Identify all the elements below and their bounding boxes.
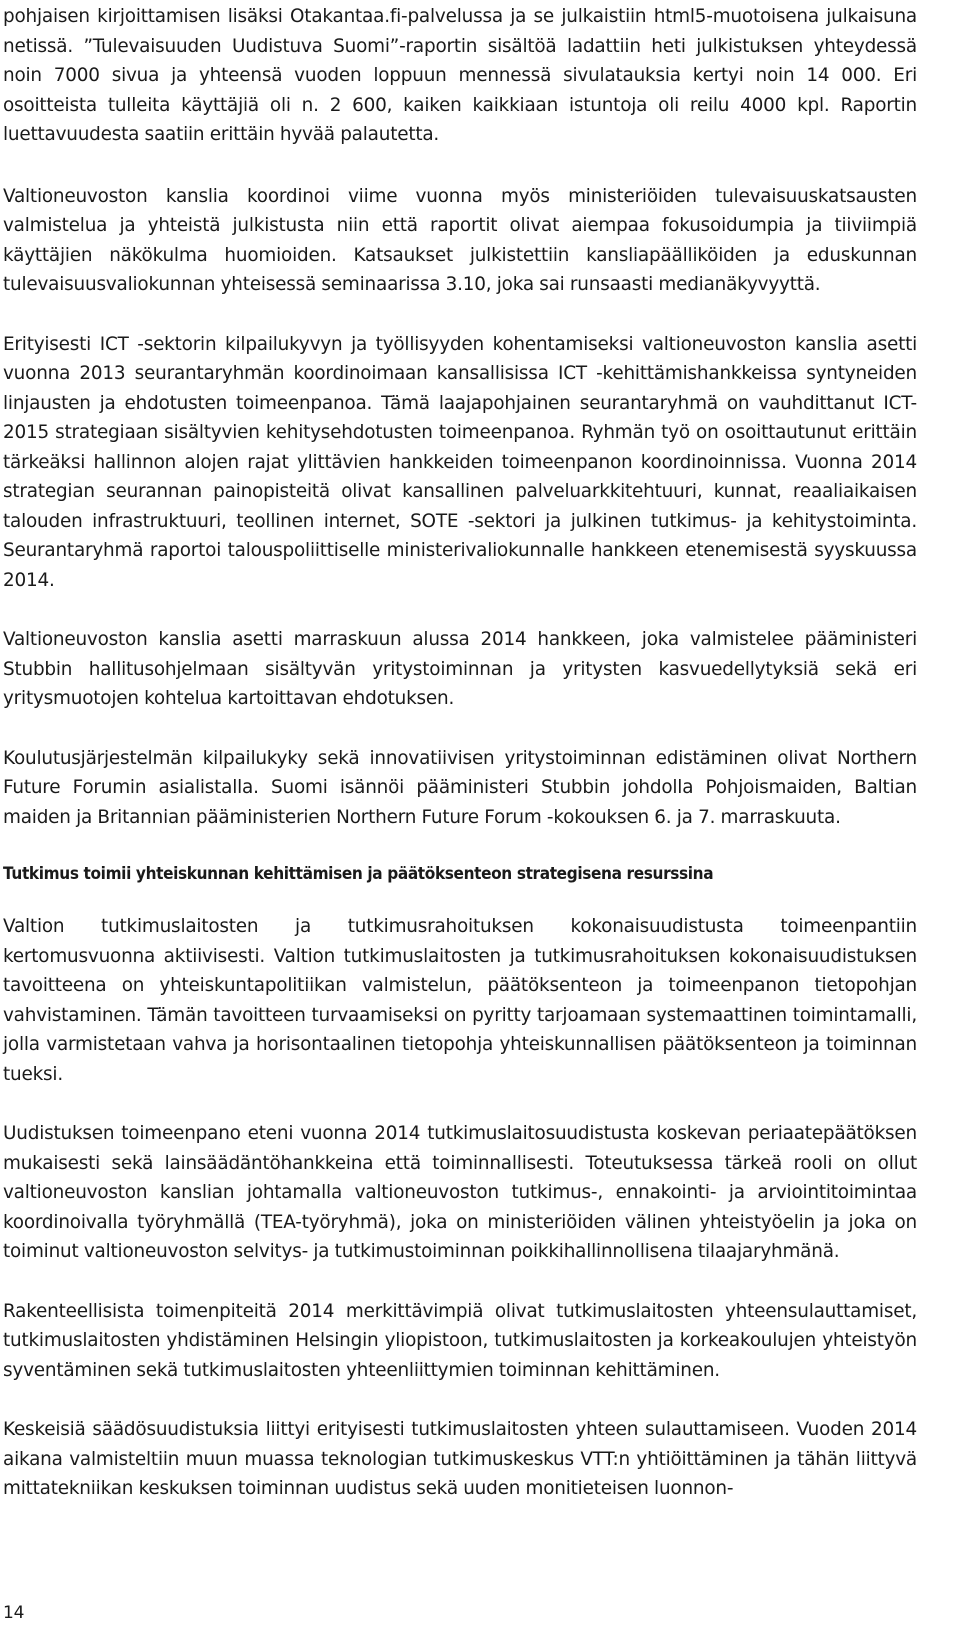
paragraph-reform-implementation: Uudistuksen toimeenpano eteni vuonna 2014 tutkimuslaitosuudistusta koskevan periaatepäätöksen mukaisesti sekä lainsäädäntöhankkeina että toiminnallisesti. Toteutuksessa tärkeä rooli on ollut valtioneuvoston kanslian johtamalla valtioneuvoston tutkimus-, ennakointi- ja arviointitoimintaa koordinoivalla työryhmällä (TEA-työryhmä), joka on ministeriöiden välinen yhteistyöelin ja joka on toiminut valtioneuvoston selvitys- ja tutkimustoiminnan poikkihallinnollisena tilaajaryhmänä. (3, 1123, 917, 1262)
paragraph-business-project: Valtioneuvoston kanslia asetti marraskuun alussa 2014 hankkeen, joka valmistelee pääministeri Stubbin hallitusohjelmaan sisältyvän yritystoiminnan ja yritysten kasvuedellytyksiä sekä eri yritysmuotojen kohtelua kartoittavan ehdotuksen. (3, 629, 917, 709)
paragraph-ministry-reviews: Valtioneuvoston kanslia koordinoi viime vuonna myös ministeriöiden tulevaisuuskatsausten valmistelua ja yhteistä julkistusta niin että raportit olivat aiempaa fokusoidumpia ja tiiviimpiä käyttäjien näkökulma huomioiden. Katsaukset julkistettiin kansliapäälliköiden ja eduskunnan tulevaisuusvaliokunnan yhteisessä seminaarissa 3.10, joka sai runsaasti medianäkyvyyttä. (3, 185, 917, 295)
paragraph-research-reform: Valtion tutkimuslaitosten ja tutkimusrahoituksen kokonaisuudistusta toimeenpantiin kertomusvuonna aktiivisesti. Valtion tutkimuslaitosten ja tutkimusrahoituksen kokonaisuudistuksen tavoitteena on yhteiskuntapolitiikan valmistelun, päätöksenteon ja toimeenpanon tietopohjan vahvistaminen. Tämän tavoitteen turvaamiseksi on pyritty tarjoamaan systemaattinen toimintamalli, jolla varmistetaan vahva ja horisontaalinen tietopohja yhteiskunnallisen päätöksenteon ja toiminnan tueksi. (3, 916, 917, 1085)
paragraph-structural-measures: Rakenteellisista toimenpiteitä 2014 merkittävimpiä olivat tutkimuslaitosten yhteensulauttamiset, tutkimuslaitosten yhdistäminen Helsingin yliopistoon, tutkimuslaitosten ja korkeakoulujen yhteistyön syventäminen sekä tutkimuslaitosten yhteenliittymien toiminnan kehittäminen. (3, 1300, 917, 1381)
page-number: 14 (3, 1603, 25, 1623)
paragraph-ict-monitoring: Erityisesti ICT -sektorin kilpailukyvyn ja työllisyyden kohentamiseksi valtioneuvoston kanslia asetti vuonna 2013 seurantaryhmän koordinoimaan kansallisissa ICT -kehittämishankkeissa syntyneiden linjausten ja ehdotusten toimeenpanoa. Tämä laajapohjainen seurantaryhmä on vauhdittanut ICT-2015 strategiaan sisältyvien kehitysehdotusten toimeenpanoa. Ryhmän työ on osoittautunut erittäin tärkeäksi hallinnon alojen rajat ylittävien hankkeiden toimeenpanon koordinoinnissa. Vuonna 2014 strategian seurannan painopisteitä olivat kansallinen palveluarkkitehtuuri, kunnat, reaaliaikaisen talouden infrastruktuuri, teollinen internet, SOTE -sektori ja julkinen tutkimus- ja kehitystoiminta. Seurantaryhmä raportoi talouspoliittiselle ministerivaliokunnalle hankkeen etenemisestä syyskuussa 2014. (3, 333, 917, 591)
paragraph-report-downloads: pohjaisen kirjoittamisen lisäksi Otakantaa.fi-palvelussa ja se julkaistiin html5-muotoisena julkaisuna netissä. ”Tulevaisuuden Uudistuva Suomi”-raportin sisältöä ladattiin heti julkistuksen yhteydessä noin 7000 sivua ja yhteensä vuoden loppuun mennessä sivulatauksia kertyi noin 14 000. Eri osoitteista tulleita käyttäjiä oli n. 2 600, kaiken kaikkiaan istuntoja oli reilu 4000 kpl. Raportin luettavuudesta saatiin erittäin hyvää palautetta. (3, 6, 917, 145)
section-heading: Tutkimus toimii yhteiskunnan kehittämisen ja päätöksenteon strategisena resurssina (3, 864, 714, 883)
body-text (3, 2, 917, 1534)
paragraph-northern-future-forum: Koulutusjärjestelmän kilpailukyky sekä innovatiivisen yritystoiminnan edistäminen olivat Northern Future Forumin asialistalla. Suomi isännöi pääministeri Stubbin johdolla Pohjoismaiden, Baltian maiden ja Britannian pääministerien Northern Future Forum -kokouksen 6. ja 7. marraskuuta. (3, 747, 917, 828)
paragraph-legislative-reforms: Keskeisiä säädösuudistuksia liittyi erityisesti tutkimuslaitosten yhteen sulauttamiseen. Vuoden 2014 aikana valmisteltiin muun muassa teknologian tutkimuskeskus VTT:n yhtiöittäminen ja tähän liittyvä mittatekniikan keskuksen toiminnan uudistus sekä uuden monitieteisen luonnon- (3, 1419, 917, 1499)
